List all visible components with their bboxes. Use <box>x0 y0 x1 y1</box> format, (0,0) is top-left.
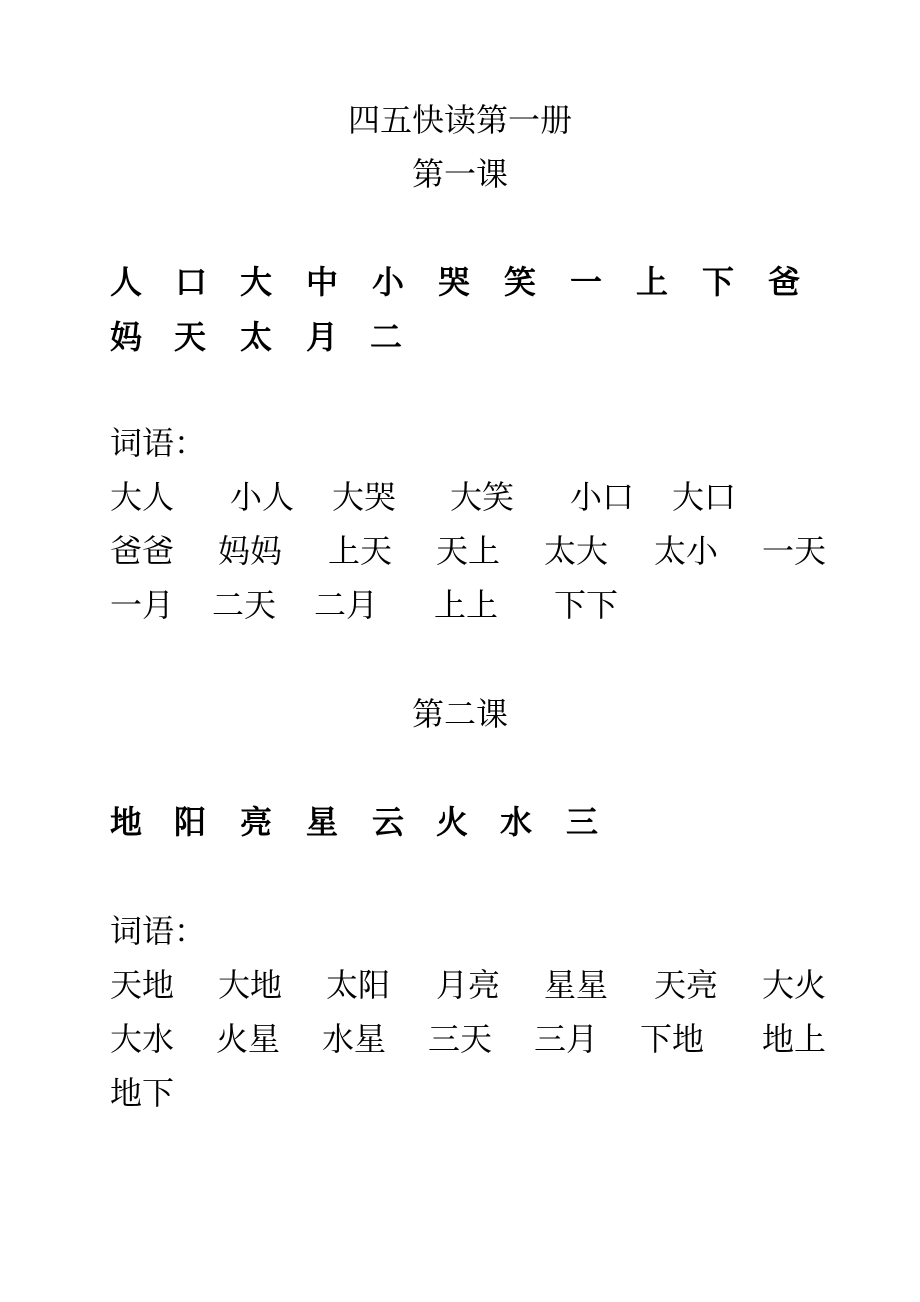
word: 下下 <box>554 586 619 624</box>
character: 太 <box>240 318 273 356</box>
character: 笑 <box>504 263 537 301</box>
word: 大地 <box>218 966 283 1004</box>
character: 一 <box>570 263 603 301</box>
word: 太小 <box>654 532 719 570</box>
word: 天亮 <box>654 966 719 1004</box>
character: 星 <box>306 803 339 841</box>
lesson-1-characters-row-2 <box>110 315 830 359</box>
character: 水 <box>500 803 533 841</box>
lesson-1-words-row-1 <box>110 475 830 519</box>
character: 月 <box>306 318 339 356</box>
character: 哭 <box>438 263 471 301</box>
lesson-1-title: 第一课 <box>411 155 508 193</box>
word: 天上 <box>436 532 501 570</box>
book-title: 四五快读第一册 <box>347 101 572 139</box>
word: 妈妈 <box>218 532 283 570</box>
character: 云 <box>372 803 405 841</box>
character: 口 <box>175 263 208 301</box>
word: 大笑 <box>450 478 515 516</box>
character: 爸 <box>768 263 801 301</box>
word: 水星 <box>322 1020 387 1058</box>
word: 三月 <box>534 1020 599 1058</box>
word: 上天 <box>328 532 393 570</box>
character: 妈 <box>110 318 143 356</box>
character: 地 <box>110 803 143 841</box>
word: 小人 <box>230 478 295 516</box>
character: 下 <box>702 263 735 301</box>
word: 地下 <box>110 1074 175 1112</box>
word: 太阳 <box>326 966 391 1004</box>
word: 月亮 <box>436 966 501 1004</box>
lesson-1-words-label: 词语： <box>110 424 207 462</box>
character: 阳 <box>174 803 207 841</box>
character: 二 <box>370 318 403 356</box>
word: 一天 <box>762 532 827 570</box>
character: 三 <box>566 803 599 841</box>
character: 大 <box>240 263 273 301</box>
character: 人 <box>110 263 143 301</box>
word: 二月 <box>314 586 379 624</box>
lesson-1-characters-row-1 <box>110 260 830 304</box>
character: 天 <box>174 318 207 356</box>
lesson-2-words-label: 词语： <box>110 912 207 950</box>
character: 小 <box>372 263 405 301</box>
word: 星星 <box>544 966 609 1004</box>
word: 下地 <box>640 1020 705 1058</box>
lesson-1-words-row-2 <box>110 529 830 573</box>
word: 天地 <box>110 966 175 1004</box>
word: 大口 <box>672 478 737 516</box>
word: 大哭 <box>332 478 397 516</box>
character: 火 <box>436 803 469 841</box>
word: 大水 <box>110 1020 175 1058</box>
word: 小口 <box>570 478 635 516</box>
word: 火星 <box>216 1020 281 1058</box>
word: 一月 <box>110 586 175 624</box>
lesson-2-title: 第二课 <box>411 695 508 733</box>
character: 亮 <box>240 803 273 841</box>
lesson-2-words-row-3 <box>110 1071 830 1115</box>
lesson-1-words-row-3 <box>110 583 830 627</box>
word: 上上 <box>434 586 499 624</box>
word: 太大 <box>544 532 609 570</box>
word: 二天 <box>212 586 277 624</box>
character: 中 <box>306 263 339 301</box>
word: 三天 <box>428 1020 493 1058</box>
character: 上 <box>636 263 669 301</box>
word: 地上 <box>762 1020 827 1058</box>
lesson-2-words-row-1 <box>110 963 830 1007</box>
word: 大人 <box>110 478 175 516</box>
lesson-2-words-row-2 <box>110 1017 830 1061</box>
lesson-2-characters-row-1 <box>110 800 830 844</box>
word: 大火 <box>762 966 827 1004</box>
word: 爸爸 <box>110 532 175 570</box>
